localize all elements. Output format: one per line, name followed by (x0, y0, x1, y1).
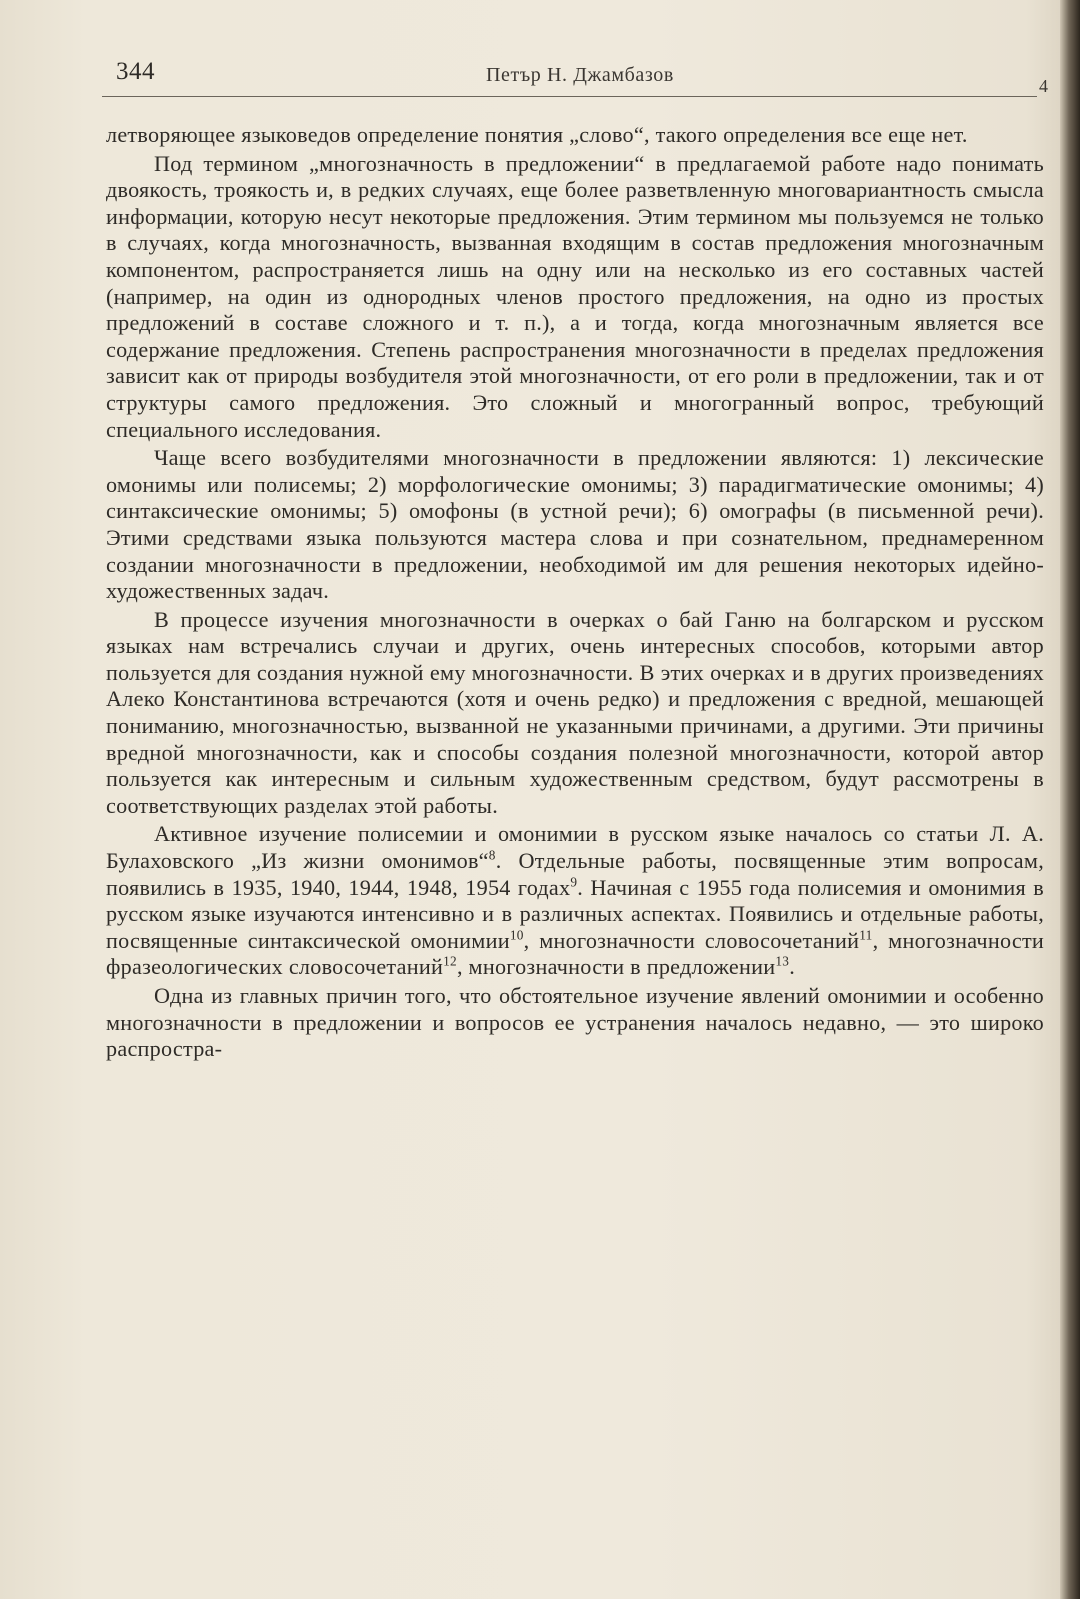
margin-mark: 4 (1039, 76, 1048, 96)
body-text (106, 122, 1044, 1063)
paragraph-text: . Начиная с 1955 года полисемия и омонимия в русском языке изучаются интенсивно и в различных аспектах. Появились и отдельные работы, посвященные синтаксической омонимии (106, 874, 1044, 953)
paragraph-text: . Отдельные работы, посвященные этим вопросам, появились в 1935, 1940, 1944, 1948, 1954 годах (106, 848, 1044, 900)
paragraph-text: , многозначности словосочетаний (523, 927, 860, 953)
footnote-ref[interactable]: 10 (509, 927, 524, 943)
page-binding-edge (1060, 0, 1080, 1599)
paragraph-text: Активное изучение полисемии и омонимии в русском языке началось со статьи Л. А. Булаховского „Из жизни омонимов“ (106, 821, 1044, 874)
header-rule (102, 96, 1037, 97)
footnote-ref[interactable]: 12 (443, 954, 457, 970)
paragraph-process: В процессе изучения многозначности в очерках о бай Ганю на болгарском и русском языках нам встречались случаи и других, очень интересных способов, которыми автор пользуется для создания нужной ему многозначности. В этих очерках и в других произведениях Алеко Константинова встречаются (хотя и очень редко) и предложения с вредной, мешающей пониманию, многозначностью, вызванной не указанными причинами, а другими. Эти причины вредной многозначности, как и способы создания полезной многозначности, которой автор пользуется как интересным и сильным художественным средством, будут рассмотрены в соответствующих разделах этой работы. (106, 606, 1044, 818)
paragraph-definition: Под термином „многозначность в предложении“ в предлагаемой работе надо понимать двоякость, троякость и, в редких случаях, еще более разветвленную многовариантность смысла информации, которую несут некоторые предложения. Этим термином мы пользуемся не только в случаях, когда многозначность, вызванная входящим в состав предложения многозначным компонентом, распространяется лишь на одну или на несколько из его составных частей (например, на один из однородных членов простого предложения, на одно из простых предложений в составе сложного и т. п.), а и тогда, когда многозначным является все содержание предложения. Степень распространения многозначности в пределах предложения зависит как от природы возбудителя этой многозначности, от его роли в предложении, так и от структуры самого предложения. Это сложный и многогранный вопрос, требующий специального исследования. (106, 150, 1044, 442)
footnote-ref[interactable]: 11 (859, 927, 873, 943)
footnote-ref[interactable]: 8 (488, 847, 496, 863)
footnote-ref[interactable]: 9 (570, 874, 578, 890)
paragraph-text: , многозначности в предложении (456, 954, 776, 980)
running-head: Петър Н. Джамбазов (486, 64, 674, 86)
page-header (100, 56, 1050, 96)
paragraph-research-history (106, 821, 1044, 981)
paragraph-main-reason: Одна из главных причин того, что обстоятельное изучение явлений омонимии и особенно многозначности в предложении и вопросов ее устранения началось недавно, — это широко распростра- (106, 983, 1044, 1062)
paragraph-causes: Чаще всего возбудителями многозначности в предложении являются: 1) лексические омонимы или полисемы; 2) морфологические омонимы; 3) парадигматические омонимы; 4) синтаксические омонимы; 5) омофоны (в устной речи); 6) омографы (в письменной речи). Этими средствами языка пользуются мастера слова и при сознательном, преднамеренном создании многозначности в предложении, необходимой им для решения некоторых идейно-художественных задач. (106, 445, 1044, 604)
paragraph-text: , многозначности фразеологических словосочетаний (106, 927, 1045, 980)
page-number: 344 (116, 58, 155, 85)
paragraph-text: . (789, 954, 795, 980)
paragraph-continuation: летворяющее языковедов определение понятия „слово“, такого определения все еще нет. (106, 122, 968, 147)
footnote-ref[interactable]: 13 (775, 954, 790, 970)
